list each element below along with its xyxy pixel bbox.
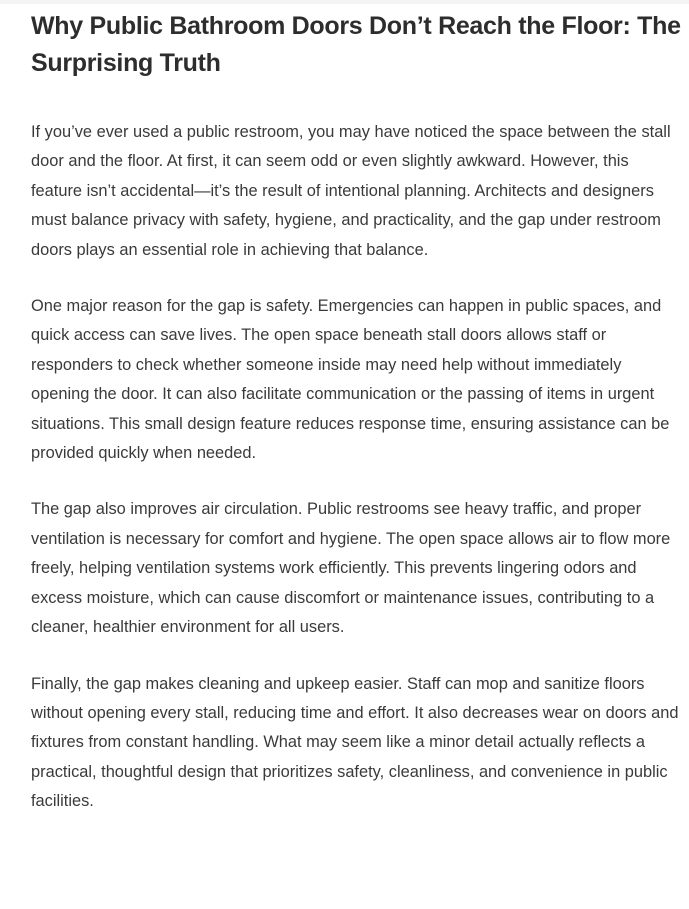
article-title: Why Public Bathroom Doors Don’t Reach the Floor: The Surprising Truth: [31, 12, 681, 77]
top-divider: [0, 0, 689, 4]
article-paragraph: Finally, the gap makes cleaning and upkeep easier. Staff can mop and sanitize floors without opening every stall, reducing time and effort. It also decreases wear on doors and fixtures from constant handling. What may seem like a minor detail actually reflects a practical, thoughtful design that prioritizes safety, cleanliness, and convenience in public facilities.: [31, 674, 679, 811]
article-paragraph: One major reason for the gap is safety. Emergencies can happen in public spaces, and quick access can save lives. The open space beneath stall doors allows staff or responders to check whether someone inside may need help without immediately opening the door. It can also facilitate communication or the passing of items in urgent situations. This small design feature reduces response time, ensuring assistance can be provided quickly when needed.: [31, 297, 670, 463]
article-paragraph: The gap also improves air circulation. Public restrooms see heavy traffic, and proper ventilation is necessary for comfort and hygiene. The open space allows air to flow more freely, helping ventilation systems work efficiently. This prevents lingering odors and excess moisture, which can cause discomfort or maintenance issues, contributing to a cleaner, healthier environment for all users.: [31, 500, 671, 637]
article: [31, 8, 683, 817]
article-paragraph: If you’ve ever used a public restroom, you may have noticed the space between the stall door and the floor. At first, it can seem odd or even slightly awkward. However, this feature isn’t accidental—it’s the result of intentional planning. Architects and designers must balance privacy with safety, hygiene, and practicality, and the gap under restroom doors plays an essential role in achieving that balance.: [31, 123, 671, 259]
